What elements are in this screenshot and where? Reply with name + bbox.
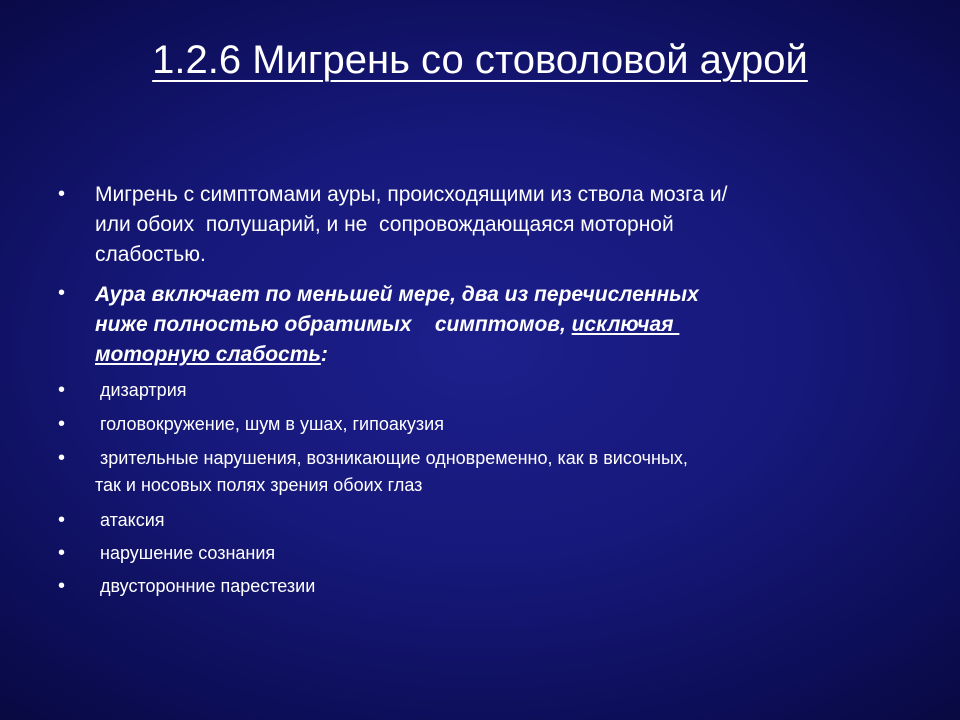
- symptom-text: так и носовых полях зрения обоих глаз: [95, 475, 423, 495]
- symptom-text: двусторонние парестезии: [100, 576, 316, 596]
- bullet-icon: •: [58, 509, 66, 531]
- definition-line: или обоих полушарий, и не сопровождающаяся моторной: [95, 213, 674, 236]
- symptom-item: [95, 573, 905, 600]
- criteria-line: Аура включает по меньшей мере, два из перечисленных: [95, 283, 699, 306]
- symptom-item: [95, 540, 905, 567]
- criteria-underlined-text: моторную слабость: [95, 343, 321, 366]
- criteria-line: [95, 340, 905, 370]
- definition-line: слабостью.: [95, 243, 206, 266]
- bullet-icon: •: [58, 379, 66, 401]
- symptom-text: головокружение, шум в ушах, гипоакузия: [100, 414, 444, 434]
- symptom-item: [95, 445, 905, 499]
- symptom-text: зрительные нарушения, возникающие одновременно, как в височных,: [100, 448, 688, 468]
- symptom-text: атаксия: [100, 510, 165, 530]
- symptom-text: дизартрия: [100, 380, 187, 400]
- symptom-item: [95, 377, 905, 404]
- definition-line: Мигрень с симптомами ауры, происходящими из ствола мозга и/: [95, 183, 728, 206]
- bullet-icon: •: [58, 183, 66, 205]
- criteria-line: [95, 310, 905, 340]
- symptom-item: [95, 411, 905, 438]
- bullet-icon: •: [58, 447, 66, 469]
- slide-title-text: 1.2.6 Мигрень со стоволовой аурой: [152, 38, 808, 82]
- symptom-text: нарушение сознания: [100, 543, 276, 563]
- criteria-line-text: ниже полностью обратимых симптомов,: [95, 313, 572, 336]
- bullet-icon: •: [58, 575, 66, 597]
- definition-paragraph: [95, 180, 905, 270]
- bullet-icon: •: [58, 413, 66, 435]
- symptom-item: [95, 507, 905, 534]
- criteria-line-text: :: [320, 343, 328, 366]
- criteria-paragraph: [95, 280, 905, 370]
- bullet-icon: •: [58, 282, 66, 304]
- criteria-underlined-text: исключая: [571, 313, 680, 336]
- bullet-icon: •: [58, 542, 66, 564]
